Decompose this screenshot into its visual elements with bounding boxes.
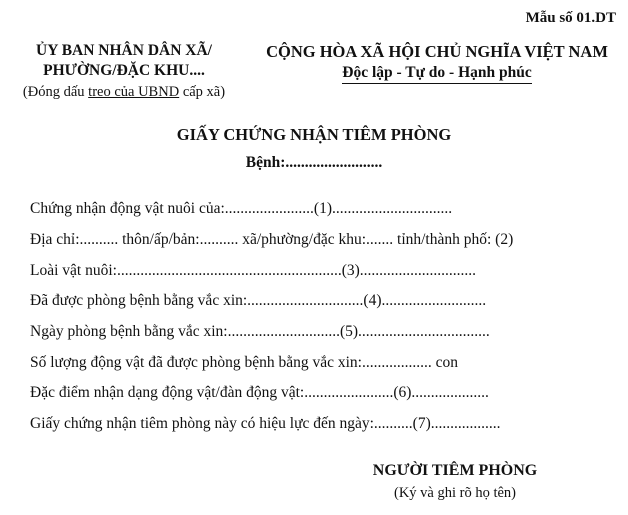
authority-line-1: ỦY BAN NHÂN DÂN XÃ/ <box>36 42 212 59</box>
stamp-note-prefix: (Đóng dấu <box>22 84 89 100</box>
authority-line-2: PHƯỜNG/ĐẶC KHU.... <box>43 62 205 79</box>
field-vaccination-date: Ngày phòng bệnh bằng vắc xin:.............................(5).................................. <box>30 323 490 340</box>
field-owner: Chứng nhận động vật nuôi của:.......................(1)............................... <box>30 200 453 217</box>
stamp-note-suffix: cấp xã) <box>179 84 226 100</box>
form-number: Mẫu số 01.DT <box>525 10 616 26</box>
field-animal-count: Số lượng động vật đã được phòng bệnh bằng vắc xin:.................. con <box>30 354 458 371</box>
document-title: GIẤY CHỨNG NHẬN TIÊM PHÒNG <box>176 125 452 144</box>
signature-title: NGƯỜI TIÊM PHÒNG <box>372 462 538 479</box>
country-name: CỘNG HÒA XÃ HỘI CHỦ NGHĨA VIỆT NAM <box>266 42 608 61</box>
field-validity: Giấy chứng nhận tiêm phòng này có hiệu lực đến ngày:..........(7).................. <box>30 415 501 432</box>
stamp-note-underlined: treo của UBND <box>88 84 180 100</box>
field-identification: Đặc điểm nhận dạng động vật/đàn động vật:.......................(6).................... <box>30 384 489 401</box>
field-species: Loài vật nuôi:..........................................................(3).............................. <box>30 262 477 279</box>
disease-field: Bệnh:......................... <box>245 154 383 171</box>
signature-note: (Ký và ghi rõ họ tên) <box>393 485 516 501</box>
field-address: Địa chỉ:.......... thôn/ấp/bản:.......... xã/phường/đặc khu:....... tỉnh/thành phố: (2) <box>30 231 514 248</box>
field-vaccine: Đã được phòng bệnh bằng vắc xin:..............................(4)........................... <box>30 292 487 309</box>
stamp-note <box>0 84 248 101</box>
motto <box>252 64 622 82</box>
motto-text: Độc lập - Tự do - Hạnh phúc <box>342 64 531 84</box>
